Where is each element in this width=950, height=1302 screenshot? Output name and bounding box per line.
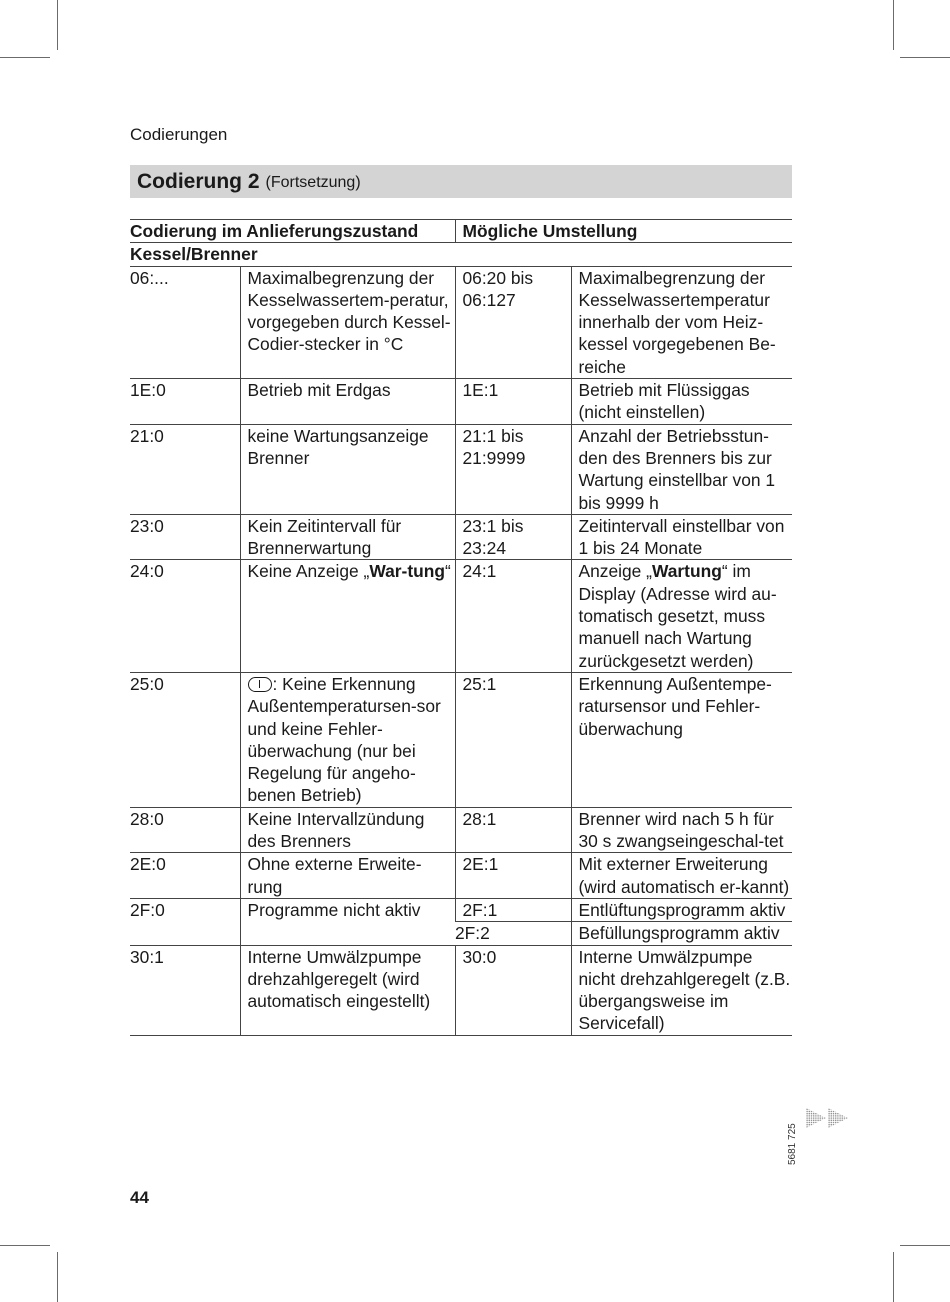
option-description: Brenner wird nach 5 h für 30 s zwangseingeschal-tet [571, 807, 792, 853]
default-code: 06:... [130, 266, 240, 378]
option-description: Maximalbegrenzung der Kesselwassertemperatur innerhalb der vom Heiz-kessel vorgegebenen Be-reiche [571, 266, 792, 378]
crop-mark [900, 57, 950, 58]
option-code: 25:1 [455, 672, 571, 807]
default-description: Maximalbegrenzung der Kesselwassertem-peratur, vorgegeben durch Kessel-Codier-stecker in °C [240, 266, 455, 378]
default-description: Keine Intervallzündung des Brenners [240, 807, 455, 853]
crop-mark [900, 1245, 950, 1246]
description-text: “ [445, 561, 451, 582]
table-row [130, 424, 792, 514]
option-description: Erkennung Außentempe-ratursensor und Fehler-überwachung [571, 672, 792, 807]
default-code: 24:0 [130, 560, 240, 672]
table-row [130, 379, 792, 425]
table-row [130, 898, 792, 921]
title-bar [130, 165, 792, 198]
table-row [130, 853, 792, 899]
description-text: Keine Anzeige „ [247, 561, 370, 582]
double-arrow-right-icon [806, 1106, 850, 1135]
default-description [240, 560, 455, 672]
option-code: 2F:1 [455, 898, 571, 921]
default-code: 25:0 [130, 672, 240, 807]
option-description: Anzahl der Betriebsstun-den des Brenners bis zur Wartung einstellbar von 1 bis 9999 h [571, 424, 792, 514]
default-description: Ohne externe Erweite-rung [240, 853, 455, 899]
default-code: 28:0 [130, 807, 240, 853]
description-bold: War-tung [369, 561, 445, 582]
option-code: 23:1 bis 23:24 [455, 514, 571, 560]
document-number: 5681 725 [787, 1123, 798, 1165]
option-description: Befüllungsprogramm aktiv [571, 922, 792, 945]
option-description: Betrieb mit Flüssiggas (nicht einstellen) [571, 379, 792, 425]
default-code: 21:0 [130, 424, 240, 514]
default-description: keine Wartungsanzeige Brenner [240, 424, 455, 514]
option-code: 1E:1 [455, 379, 571, 425]
default-description: Kein Zeitintervall für Brennerwartung [240, 514, 455, 560]
column-header-default: Codierung im Anlieferungszustand [130, 220, 455, 243]
table-row [130, 807, 792, 853]
description-bold: Wartung [651, 561, 722, 582]
crop-mark [57, 0, 58, 50]
table-row [130, 560, 792, 672]
option-code: 24:1 [455, 560, 571, 672]
option-description: Zeitintervall einstellbar von 1 bis 24 Monate [571, 514, 792, 560]
option-code: 2E:1 [455, 853, 571, 899]
description-text: “ im Display (Adresse wird au-tomatisch gesetzt, muss manuell nach Wartung zurückgesetzt werden) [578, 561, 777, 671]
default-description: Programme nicht aktiv [240, 898, 455, 945]
option-code: 21:1 bis 21:9999 [455, 424, 571, 514]
page-subtitle: (Fortsetzung) [265, 173, 361, 191]
group-label: Kessel/Brenner [130, 243, 792, 266]
option-code: 30:0 [455, 945, 571, 1035]
default-description: Interne Umwälzpumpe drehzahlgeregelt (wird automatisch eingestellt) [240, 945, 455, 1035]
table-row [130, 672, 792, 807]
default-code: 2E:0 [130, 853, 240, 899]
option-code: 2F:2 [455, 922, 571, 945]
crop-mark [893, 1252, 894, 1302]
default-code: 23:0 [130, 514, 240, 560]
crop-mark [57, 1252, 58, 1302]
crop-mark [0, 1245, 50, 1246]
page-number: 44 [130, 1188, 149, 1207]
table-row [130, 945, 792, 1035]
column-header-options: Mögliche Umstellung [455, 220, 792, 243]
option-description: Entlüftungsprogramm aktiv [571, 898, 792, 921]
description-text: Anzeige „ [578, 561, 652, 582]
page-title: Codierung 2 [137, 169, 260, 193]
default-description: Betrieb mit Erdgas [240, 379, 455, 425]
default-code: 2F:0 [130, 898, 240, 945]
option-description [571, 560, 792, 672]
crop-mark [0, 57, 50, 58]
default-code: 30:1 [130, 945, 240, 1035]
option-code: 06:20 bis 06:127 [455, 266, 571, 378]
table-row [130, 514, 792, 560]
crop-mark [893, 0, 894, 50]
option-description: Interne Umwälzpumpe nicht drehzahlgeregelt (z.B. übergangsweise im Servicefall) [571, 945, 792, 1035]
default-description [240, 672, 455, 807]
table-header-row [130, 220, 792, 243]
description-text: : Keine Erkennung Außentemperatursen-sor und keine Fehler-überwachung (nur bei Regelung für angeho-benen Betrieb) [247, 673, 441, 806]
option-code: 28:1 [455, 807, 571, 853]
group-row [130, 243, 792, 266]
coding-table [130, 219, 792, 1036]
section-label: Codierungen [130, 125, 228, 144]
option-description: Mit externer Erweiterung (wird automatisch er-kannt) [571, 853, 792, 899]
info-outline-icon [248, 677, 272, 692]
table-row [130, 266, 792, 378]
default-code: 1E:0 [130, 379, 240, 425]
